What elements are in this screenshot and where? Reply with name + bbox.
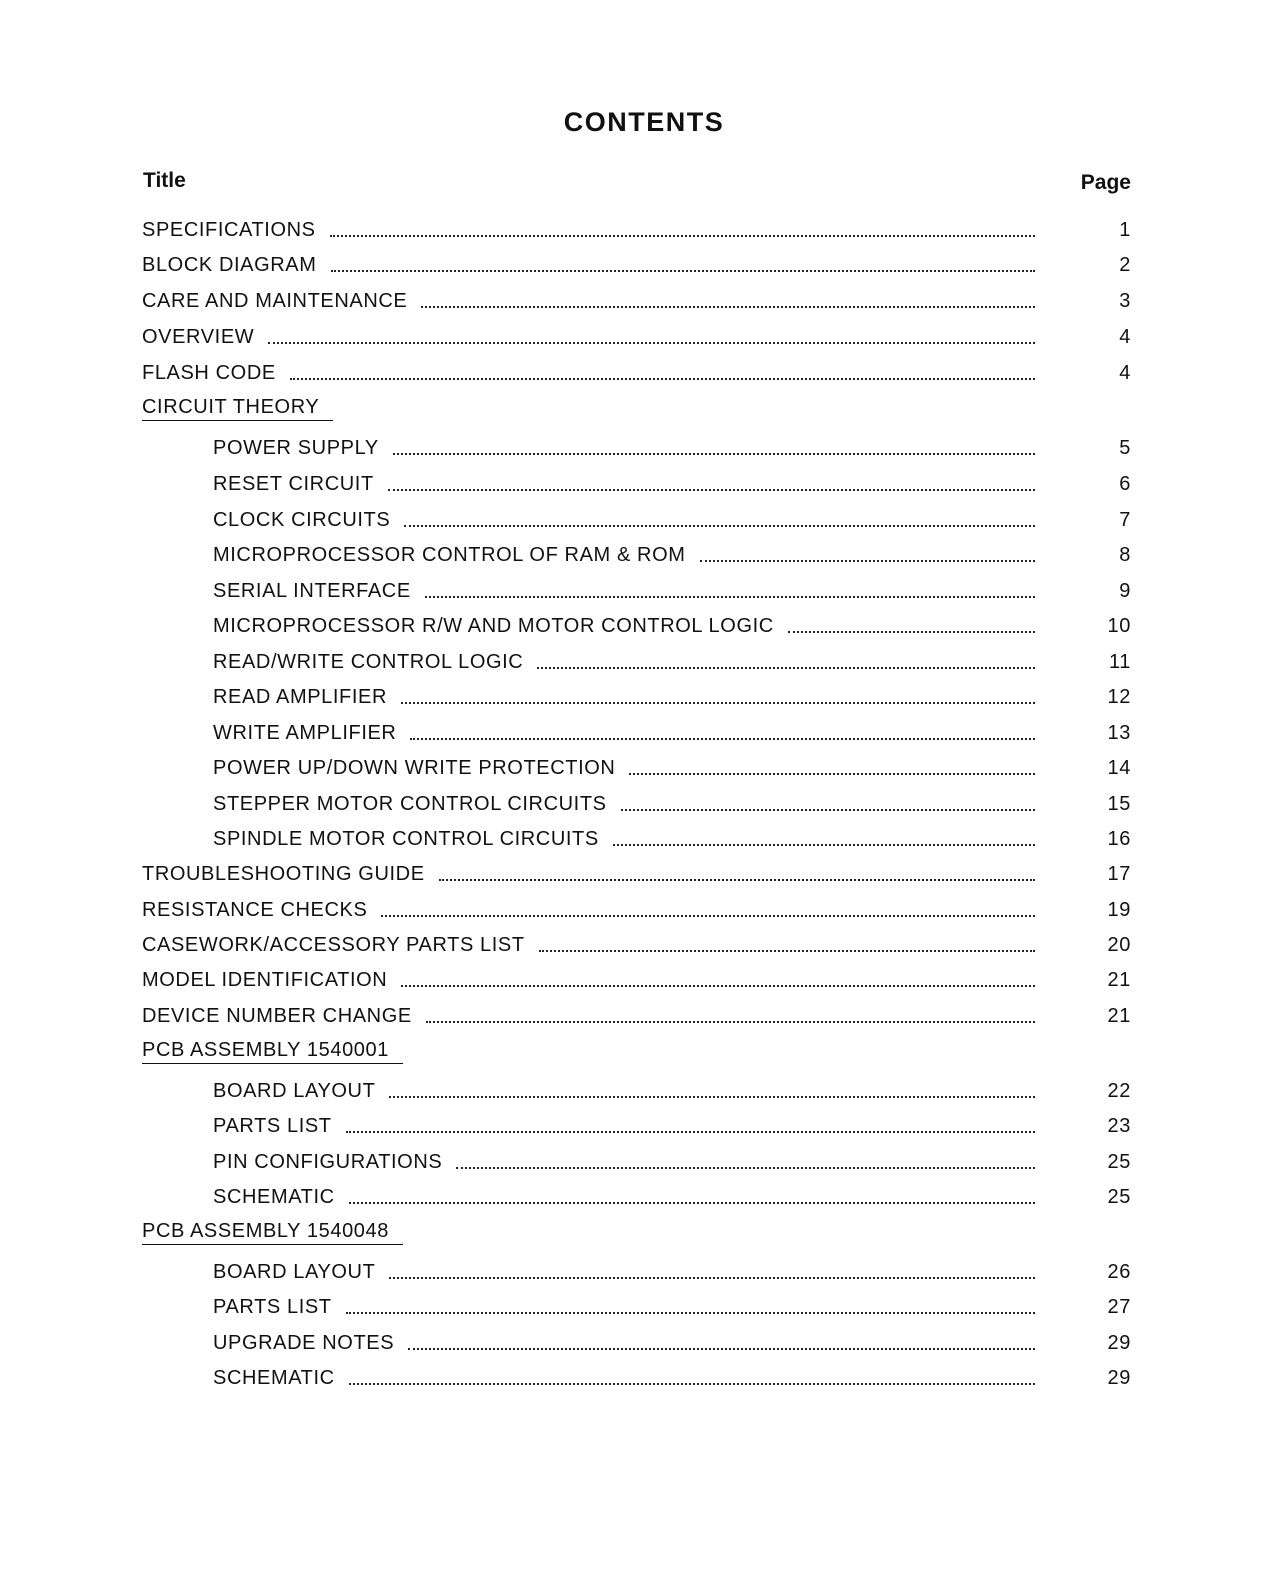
toc-entry-label: READ/WRITE CONTROL LOGIC [213, 651, 524, 673]
dot-leader [330, 235, 1035, 237]
toc-entry-label: DEVICE NUMBER CHANGE [142, 1005, 412, 1027]
toc-entry-page: 26 [1107, 1261, 1131, 1283]
toc-subentry[interactable] [213, 1289, 1131, 1319]
dot-leader [426, 1021, 1035, 1023]
toc-entry-label: UPGRADE NOTES [213, 1332, 395, 1354]
toc-entry-page: 2 [1119, 254, 1131, 276]
toc-entry-page: 16 [1107, 828, 1131, 850]
toc-entry-page: 1 [1119, 219, 1131, 241]
toc-entry-page: 20 [1107, 934, 1131, 956]
toc-entry-page: 6 [1119, 473, 1131, 495]
page-heading: CONTENTS [563, 107, 725, 137]
toc-entry-label: MICROPROCESSOR CONTROL OF RAM & ROM [213, 544, 686, 566]
dot-leader [346, 1131, 1035, 1133]
toc-entry-page: 25 [1107, 1186, 1131, 1208]
dot-leader [788, 631, 1035, 633]
toc-entry-page: 13 [1107, 722, 1131, 744]
dot-leader [331, 270, 1036, 272]
toc-entry-label: READ AMPLIFIER [213, 686, 387, 708]
toc-entry-label: SERIAL INTERFACE [213, 580, 411, 602]
toc-entry-model-identification[interactable] [142, 962, 1131, 992]
toc-entry-page: 27 [1107, 1296, 1131, 1318]
toc-entry-label: CLOCK CIRCUITS [213, 509, 391, 531]
toc-entry-page: 4 [1119, 326, 1131, 348]
toc-entry-label: MODEL IDENTIFICATION [142, 969, 388, 991]
section-pcb-assembly-1540048[interactable]: PCB ASSEMBLY 1540048 [142, 1219, 403, 1245]
toc-entry-specifications[interactable] [142, 212, 1131, 242]
toc-entry-label: SCHEMATIC [213, 1367, 335, 1389]
toc-subentry[interactable] [213, 537, 1131, 567]
toc-entry-resistance-checks[interactable] [142, 892, 1131, 922]
toc-entry-page: 19 [1107, 899, 1131, 921]
dot-leader [539, 950, 1035, 952]
toc-entry-label: PARTS LIST [213, 1296, 332, 1318]
toc-subentry[interactable] [213, 786, 1131, 816]
section-circuit-theory[interactable]: CIRCUIT THEORY [142, 395, 333, 421]
toc-entry-block-diagram[interactable] [142, 247, 1131, 277]
toc-entry-page: 7 [1119, 509, 1131, 531]
toc-entry-page: 4 [1119, 362, 1131, 384]
toc-entry-page: 5 [1119, 437, 1131, 459]
toc-entry-label: BOARD LAYOUT [213, 1080, 376, 1102]
dot-leader [389, 1096, 1035, 1098]
toc-entry-label: STEPPER MOTOR CONTROL CIRCUITS [213, 793, 607, 815]
toc-entry-casework-parts-list[interactable] [142, 927, 1131, 957]
dot-leader [401, 702, 1035, 704]
toc-entry-page: 14 [1107, 757, 1131, 779]
toc-entry-label: CARE AND MAINTENANCE [142, 290, 408, 312]
toc-entry-label: BOARD LAYOUT [213, 1261, 376, 1283]
toc-entry-care-and-maintenance[interactable] [142, 283, 1131, 313]
dot-leader [456, 1167, 1035, 1169]
toc-entry-label: POWER SUPPLY [213, 437, 379, 459]
toc-entry-label: OVERVIEW [142, 326, 255, 348]
toc-subentry[interactable] [213, 750, 1131, 780]
dot-leader [408, 1348, 1035, 1350]
toc-entry-page: 23 [1107, 1115, 1131, 1137]
toc-entry-page: 21 [1107, 969, 1131, 991]
toc-entry-page: 29 [1107, 1367, 1131, 1389]
toc-entry-page: 15 [1107, 793, 1131, 815]
toc-entry-troubleshooting-guide[interactable] [142, 856, 1131, 886]
toc-entry-label: RESET CIRCUIT [213, 473, 374, 495]
toc-entry-label: FLASH CODE [142, 362, 276, 384]
toc-entry-page: 12 [1107, 686, 1131, 708]
title-column-header: Title [143, 169, 186, 192]
toc-entry-page: 3 [1119, 290, 1131, 312]
dot-leader [613, 844, 1035, 846]
dot-leader [439, 879, 1035, 881]
toc-entry-page: 8 [1119, 544, 1131, 566]
dot-leader [425, 596, 1035, 598]
toc-subentry[interactable] [213, 608, 1131, 638]
toc-subentry[interactable] [213, 573, 1131, 603]
toc-entry-label: SPECIFICATIONS [142, 219, 316, 241]
dot-leader [346, 1312, 1035, 1314]
toc-subentry[interactable] [213, 821, 1131, 851]
toc-entry-page: 17 [1107, 863, 1131, 885]
toc-subentry[interactable] [213, 1360, 1131, 1390]
dot-leader [268, 342, 1035, 344]
toc-entry-page: 29 [1107, 1332, 1131, 1354]
dot-leader [381, 915, 1035, 917]
dot-leader [537, 667, 1035, 669]
toc-entry-page: 11 [1109, 651, 1131, 673]
toc-entry-overview[interactable] [142, 319, 1131, 349]
toc-entry-label: PARTS LIST [213, 1115, 332, 1137]
toc-entry-flash-code[interactable] [142, 355, 1131, 385]
toc-subentry[interactable] [213, 1325, 1131, 1355]
toc-subentry[interactable] [213, 1144, 1131, 1174]
page-column-header: Page [1080, 171, 1131, 194]
dot-leader [421, 306, 1035, 308]
toc-entry-page: 22 [1107, 1080, 1131, 1102]
dot-leader [290, 378, 1035, 380]
dot-leader [401, 985, 1035, 987]
toc-subentry[interactable] [213, 430, 1131, 460]
dot-leader [388, 489, 1035, 491]
toc-entry-label: SCHEMATIC [213, 1186, 335, 1208]
dot-leader [349, 1383, 1035, 1385]
toc-entry-page: 9 [1119, 580, 1131, 602]
toc-subentry[interactable] [213, 644, 1131, 674]
toc-entry-label: SPINDLE MOTOR CONTROL CIRCUITS [213, 828, 599, 850]
toc-entry-label: WRITE AMPLIFIER [213, 722, 397, 744]
toc-entry-label: PIN CONFIGURATIONS [213, 1151, 443, 1173]
toc-entry-label: RESISTANCE CHECKS [142, 899, 368, 921]
dot-leader [389, 1277, 1035, 1279]
toc-entry-page: 25 [1107, 1151, 1131, 1173]
toc-subentry[interactable] [213, 1073, 1131, 1103]
toc-entry-label: MICROPROCESSOR R/W AND MOTOR CONTROL LOGIC [213, 615, 774, 637]
dot-leader [349, 1202, 1035, 1204]
toc-subentry[interactable] [213, 715, 1131, 745]
section-pcb-assembly-1540001[interactable]: PCB ASSEMBLY 1540001 [142, 1038, 403, 1064]
toc-entry-label: CASEWORK/ACCESSORY PARTS LIST [142, 934, 525, 956]
dot-leader [410, 738, 1035, 740]
dot-leader [700, 560, 1035, 562]
toc-subentry[interactable] [213, 1254, 1131, 1284]
toc-entry-label: BLOCK DIAGRAM [142, 254, 317, 276]
toc-subentry[interactable] [213, 679, 1131, 709]
toc-entry-label: TROUBLESHOOTING GUIDE [142, 863, 425, 885]
toc-entry-label: POWER UP/DOWN WRITE PROTECTION [213, 757, 616, 779]
dot-leader [393, 453, 1035, 455]
toc-entry-page: 10 [1107, 615, 1131, 637]
toc-entry-device-number-change[interactable] [142, 998, 1131, 1028]
toc-subentry[interactable] [213, 1108, 1131, 1138]
dot-leader [404, 525, 1035, 527]
toc-entry-page: 21 [1107, 1005, 1131, 1027]
toc-subentry[interactable] [213, 502, 1131, 532]
toc-subentry[interactable] [213, 466, 1131, 496]
dot-leader [629, 773, 1035, 775]
toc-subentry[interactable] [213, 1179, 1131, 1209]
dot-leader [621, 809, 1035, 811]
